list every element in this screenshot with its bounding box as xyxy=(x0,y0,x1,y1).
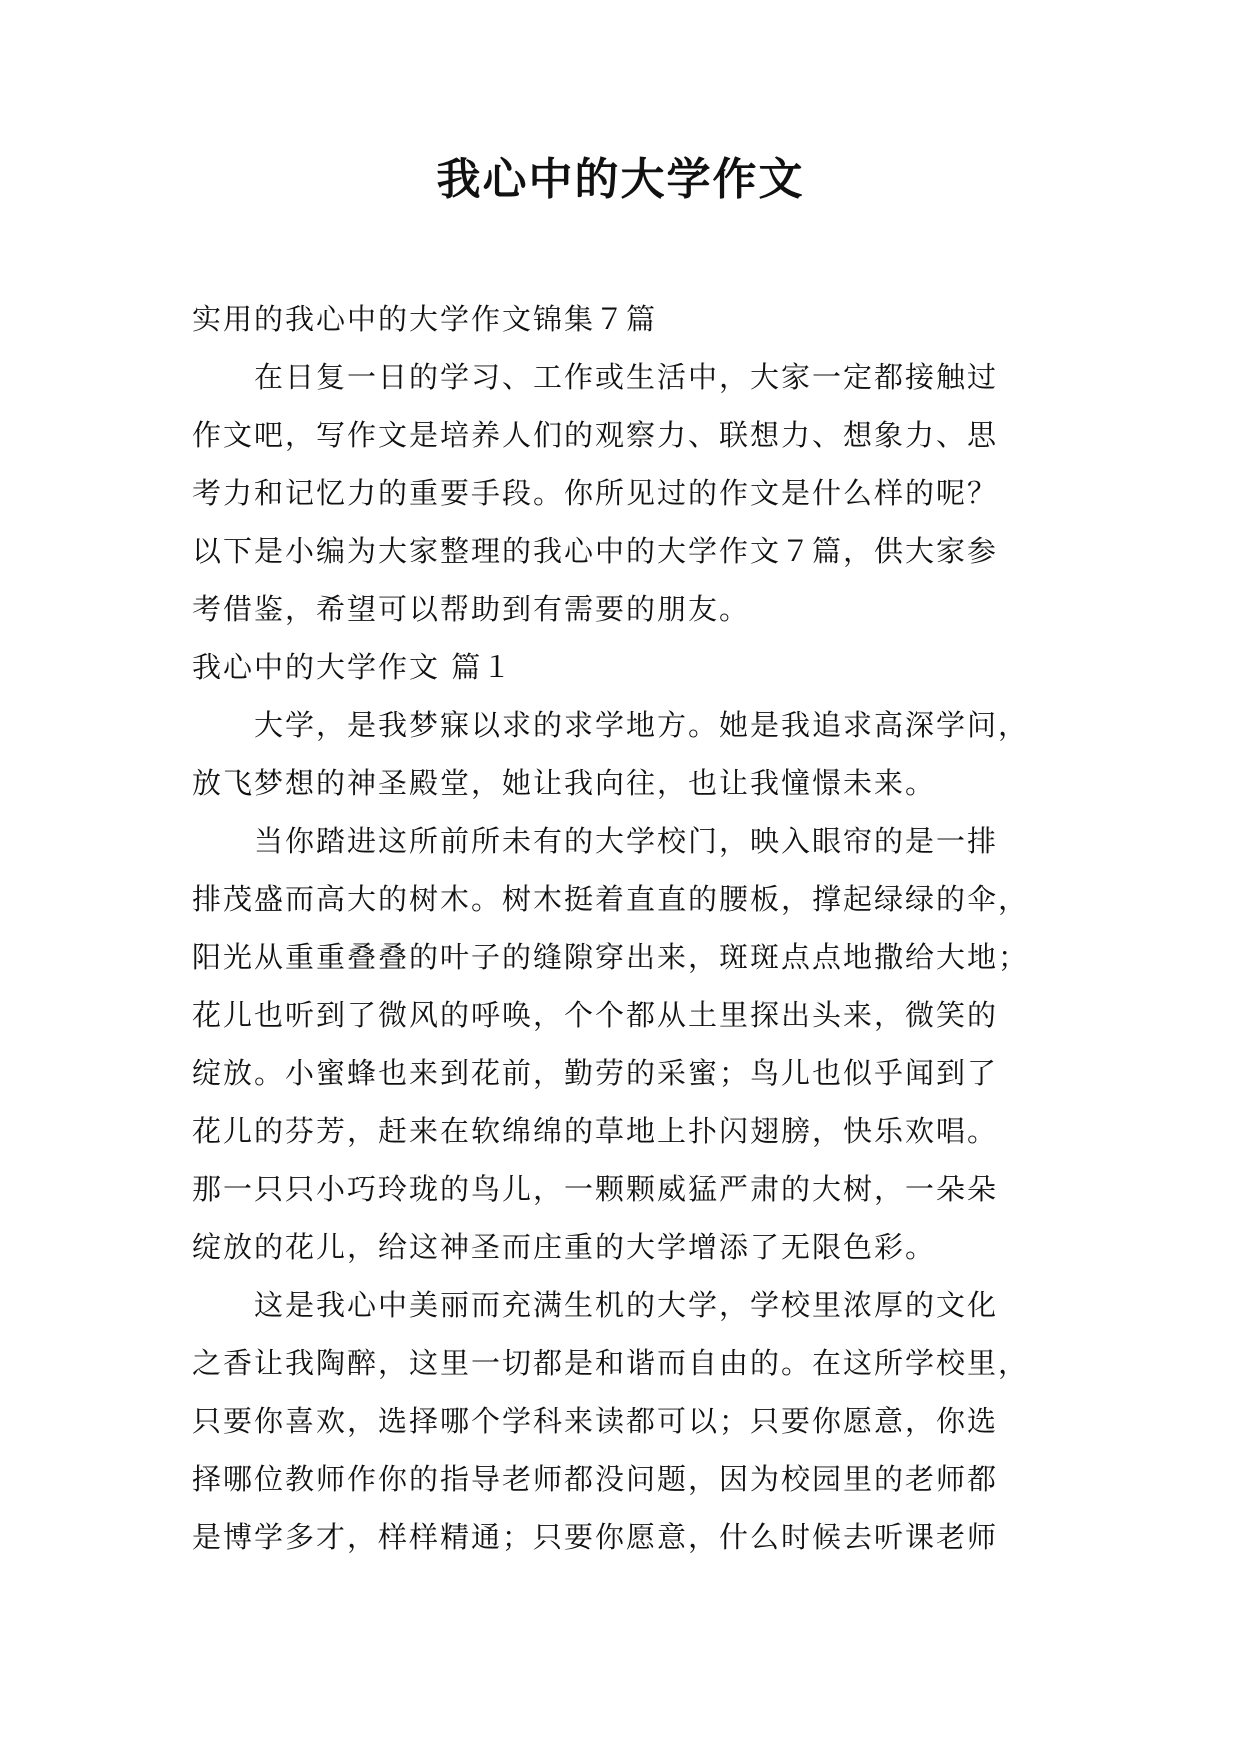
paragraph-line: 考力和记忆力的重要手段。你所见过的作文是什么样的呢？ xyxy=(192,476,999,510)
paragraph-line: 之香让我陶醉，这里一切都是和谐而自由的。在这所学校里， xyxy=(192,1346,1030,1380)
paragraph-line: 是博学多才，样样精通；只要你愿意，什么时候去听课老师 xyxy=(192,1520,999,1554)
paragraph-line: 考借鉴，希望可以帮助到有需要的朋友。 xyxy=(192,592,751,626)
paragraph-line: 择哪位教师作你的指导老师都没问题，因为校园里的老师都 xyxy=(192,1462,999,1496)
paragraph-line: 这是我心中美丽而充满生机的大学，学校里浓厚的文化 xyxy=(254,1288,999,1322)
paragraph-line: 花儿也听到了微风的呼唤，个个都从土里探出头来，微笑的 xyxy=(192,998,999,1032)
paragraph-line: 阳光从重重叠叠的叶子的缝隙穿出来，斑斑点点地撒给大地； xyxy=(192,940,1030,974)
document-subtitle: 实用的我心中的大学作文锦集７篇 xyxy=(192,302,658,336)
paragraph-line: 当你踏进这所前所未有的大学校门，映入眼帘的是一排 xyxy=(254,824,999,858)
paragraph-line: 作文吧，写作文是培养人们的观察力、联想力、想象力、思 xyxy=(192,418,999,452)
paragraph-line: 绽放的花儿，给这神圣而庄重的大学增添了无限色彩。 xyxy=(192,1230,937,1264)
paragraph-line: 花儿的芬芳，赶来在软绵绵的草地上扑闪翅膀，快乐欢唱。 xyxy=(192,1114,999,1148)
paragraph-line: 放飞梦想的神圣殿堂，她让我向往，也让我憧憬未来。 xyxy=(192,766,937,800)
paragraph-line: 绽放。小蜜蜂也来到花前，勤劳的采蜜；鸟儿也似乎闻到了 xyxy=(192,1056,999,1090)
document-body xyxy=(192,290,1060,1566)
paragraph-line: 大学，是我梦寐以求的求学地方。她是我追求高深学问， xyxy=(254,708,1030,742)
document-title: 我心中的大学作文 xyxy=(436,154,805,205)
section-heading: 我心中的大学作文 篇１ xyxy=(192,650,514,684)
paragraph-line: 以下是小编为大家整理的我心中的大学作文７篇，供大家参 xyxy=(192,534,999,568)
paragraph-line: 排茂盛而高大的树木。树木挺着直直的腰板，撑起绿绿的伞， xyxy=(192,882,1030,916)
paragraph-line: 在日复一日的学习、工作或生活中，大家一定都接触过 xyxy=(254,360,999,394)
paragraph-line: 只要你喜欢，选择哪个学科来读都可以；只要你愿意，你选 xyxy=(192,1404,999,1438)
paragraph-line: 那一只只小巧玲珑的鸟儿，一颗颗威猛严肃的大树，一朵朵 xyxy=(192,1172,999,1206)
